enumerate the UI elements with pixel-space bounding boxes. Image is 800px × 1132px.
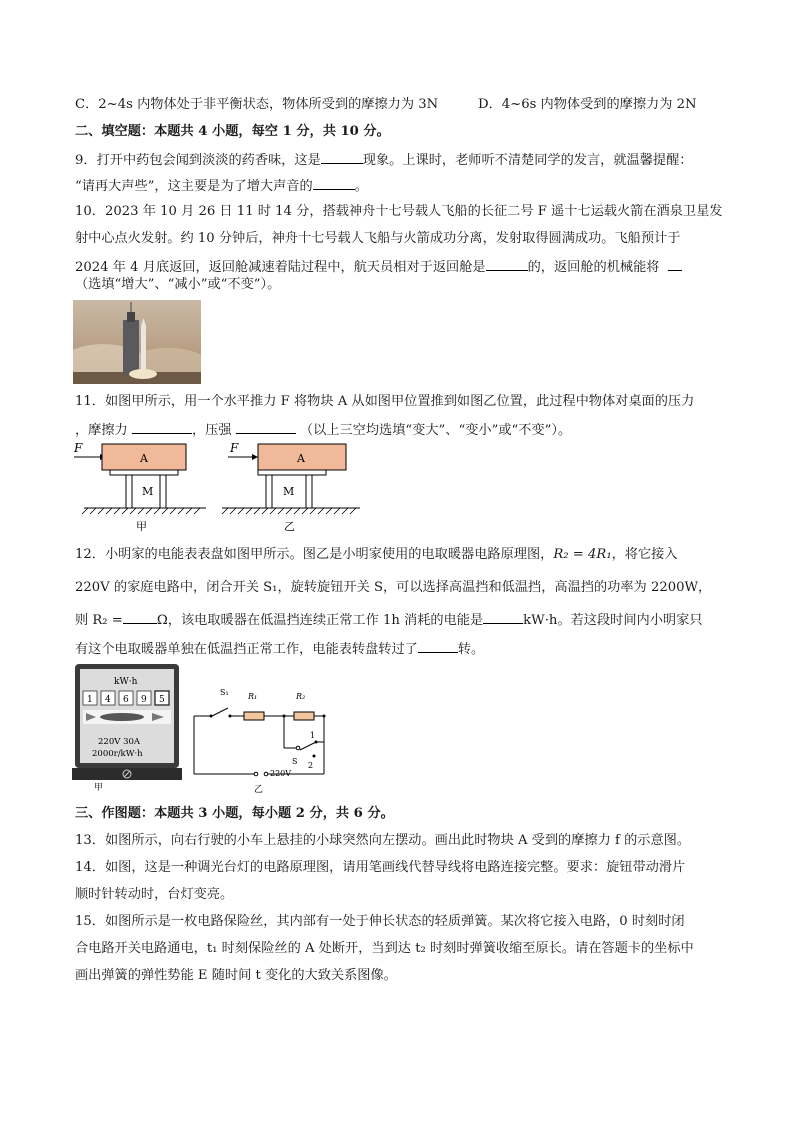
- table-m-label-2: M: [283, 485, 295, 498]
- q9-line2: [75, 175, 368, 197]
- q12-text-a: 12．小明家的电能表表盘如图甲所示。图乙是小明家使用的电取暖器电路原理图，: [75, 547, 554, 562]
- q10-blank-2: [668, 256, 682, 271]
- meter-unit: kW·h: [114, 677, 138, 687]
- resistor-r1: [244, 712, 264, 720]
- q9-text-d: 。: [354, 179, 368, 194]
- force-label-f2: F: [230, 441, 239, 455]
- resistor-r1-label: R₁: [248, 692, 258, 701]
- q9-text-c: “请再大声些”，这主要是为了增大声音的: [75, 179, 313, 194]
- switch-s-label: S: [292, 757, 298, 766]
- q10-line1: 10．2023 年 10 月 26 日 11 时 14 分，搭载神舟十七号载人飞船的长征二号 F 遥十七运载火箭在酒泉卫星发: [75, 204, 723, 219]
- q8-option-c: C．2~4s 内物体处于非平衡状态，物体所受到的摩擦力为 3N: [75, 97, 439, 112]
- block-a-label-2: A: [297, 452, 305, 465]
- q8-option-d: D．4~6s 内物体受到的摩擦力为 2N: [478, 97, 697, 112]
- meter-caption: 甲: [94, 783, 104, 792]
- meter-digit-4: 9: [141, 695, 147, 705]
- caption-jia: 甲: [136, 520, 147, 533]
- meter-rotating-disc: [100, 713, 144, 721]
- switch-s1-label: S₁: [220, 688, 229, 697]
- supply-voltage-label: 220V: [270, 769, 292, 778]
- rocket-launch-photo: [73, 300, 201, 384]
- q11-blank-2: [132, 419, 192, 434]
- switch-position-2: 2: [308, 761, 314, 770]
- q9-blank-1: [321, 149, 363, 164]
- q12-line2: 220V 的家庭电路中，闭合开关 S₁，旋转旋钮开关 S，可以选择高温挡和低温挡，高温挡的功率为 2200W，: [75, 580, 712, 595]
- circuit-caption: 乙: [254, 785, 264, 795]
- q10-text-b: 的，返回舱的机械能将: [527, 260, 660, 275]
- meter-digit-2: 4: [105, 695, 111, 705]
- q15-line3: 画出弹簧的弹性势能 E 随时间 t 变化的大致关系图像。: [75, 968, 397, 983]
- q11-line2: [75, 419, 571, 441]
- q11-line1: 11．如图甲所示，用一个水平推力 F 将物块 A 从如图甲位置推到如图乙位置，此过程中物体对桌面的压力: [75, 394, 695, 409]
- q9-line1: [75, 149, 692, 171]
- q11-text-b: ，压强: [191, 423, 232, 438]
- q14-line2: 顺时针转动时，台灯变亮。: [75, 887, 234, 902]
- q12-text-c: 则 R₂ =: [75, 613, 123, 628]
- q15-line1: 15．如图所示是一枚电路保险丝，其内部有一处于伸长状态的轻质弹簧。某次将它接入电路，0 时刻时闭: [75, 914, 685, 929]
- q14-line1: 14．如图，这是一种调光台灯的电路原理图，请用笔画线代替导线将电路连接完整。要求：旋钮带动滑片: [75, 860, 686, 875]
- q10-text-a: 2024 年 4 月底返回，返回舱减速着陆过程中，航天员相对于返回舱是: [75, 260, 486, 275]
- q12-text-f: 有这个电取暖器单独在低温挡正常工作，电能表转盘转过了: [75, 642, 418, 657]
- force-label-f1: F: [74, 441, 83, 455]
- selector-switch-pivot: [296, 746, 300, 750]
- block-a-label-1: A: [140, 452, 148, 465]
- q12-text-b: ，将它接入: [611, 547, 678, 562]
- q11-figure: [70, 440, 370, 536]
- q12-text-g: 转。: [457, 642, 485, 657]
- q10-line4: （选填“增大”、“减小”或“不变”）。: [75, 277, 281, 292]
- meter-digit-3: 6: [123, 695, 129, 705]
- meter-digit-1: 1: [87, 695, 93, 705]
- q12-blank-2: [483, 609, 523, 624]
- q10-blank-1: [486, 256, 528, 271]
- q12-text-e: kW·h。若这段时间内小明家只: [523, 613, 703, 628]
- q11-text-c: （以上三空均选填“变大”、“变小”或“不变”）。: [299, 423, 572, 438]
- q9-text-b: 现象。上课时，老师听不清楚同学的发言，就温馨提醒：: [362, 153, 693, 168]
- q12-blank-3: [418, 638, 458, 653]
- q9-text-a: 9．打开中药包会闻到淡淡的药香味，这是: [75, 153, 321, 168]
- meter-digits: [83, 691, 169, 705]
- q10-line2: 射中心点火发射。约 10 分钟后，神舟十七号载人飞船与火箭成功分离，发射取得圆满成功。飞船预计于: [75, 231, 681, 246]
- resistor-r2: [294, 712, 314, 720]
- figure-yi: [222, 441, 360, 533]
- section2-heading: 二、填空题：本题共 4 小题，每空 1 分，共 10 分。: [75, 124, 390, 139]
- meter-spec-voltage: 220V 30A: [98, 737, 141, 747]
- q11-blank-3: [236, 419, 296, 434]
- meter-spec-rev: 2000r/kW·h: [92, 749, 143, 759]
- q11-text-a: ，摩擦力: [75, 423, 128, 438]
- resistor-r2-label: R₂: [296, 692, 306, 701]
- energy-meter-figure: [72, 662, 184, 792]
- table-m-label-1: M: [142, 485, 154, 498]
- section3-heading: 三、作图题：本题共 3 小题，每小题 2 分，共 6 分。: [75, 806, 394, 821]
- q12-line1: [75, 545, 678, 565]
- q12-equation: R₂ = 4R₁: [553, 547, 612, 562]
- caption-yi: 乙: [284, 520, 295, 533]
- figure-jia: [73, 441, 206, 533]
- switch-position-1: 1: [310, 731, 316, 740]
- q12-text-d: Ω，该电取暖器在低温挡连续正常工作 1h 消耗的电能是: [156, 613, 484, 628]
- q12-blank-1: [123, 609, 157, 624]
- q15-line2: 合电路开关电路通电，t₁ 时刻保险丝的 A 处断开，当到达 t₂ 时刻时弹簧收缩至原长。请在答题卡的坐标中: [75, 941, 694, 956]
- q12-line3: [75, 609, 702, 631]
- q12-line4: [75, 638, 484, 660]
- q13-line1: 13．如图所示，向右行驶的小车上悬挂的小球突然向左摆动。画出此时物块 A 受到的摩擦力 f 的示意图。: [75, 833, 691, 848]
- heater-circuit-diagram: [188, 684, 328, 796]
- q9-blank-2: [313, 175, 355, 190]
- meter-digit-5: 5: [159, 695, 165, 705]
